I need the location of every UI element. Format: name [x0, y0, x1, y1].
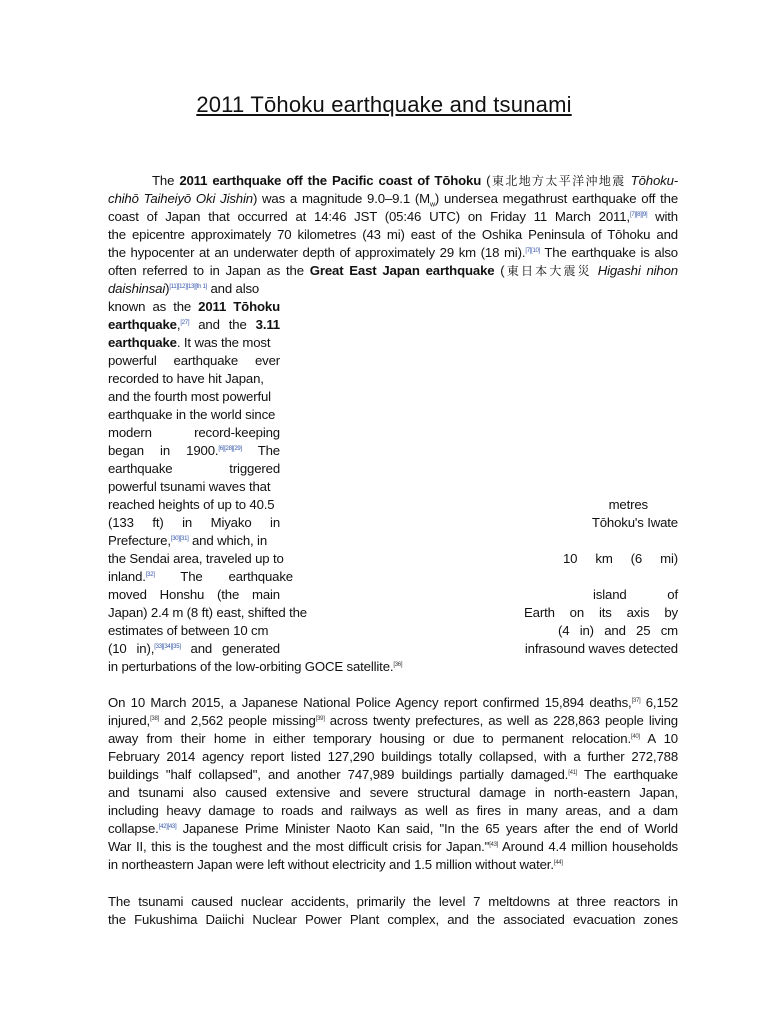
p1-line-17: earthquake triggered: [108, 461, 280, 476]
p2-line-8: collapse.[42][43] Japanese Prime Minister Naoto Kan said, "In the 65 years after the end of World: [108, 821, 678, 836]
citation-link[interactable]: [39]: [315, 716, 325, 722]
p1-line-10: earthquake. It was the most: [108, 335, 271, 350]
p2-line-9: War II, this is the toughest and the most difficult crisis for Japan."[43] Around 4.4 million households: [108, 839, 678, 854]
p1-line-2: chihō Taiheiyō Oki Jishin) was a magnitude 9.0–9.1 $(M_w)$ undersea megathrust earthquake off the: [108, 191, 679, 209]
citation-link[interactable]: [41]: [568, 770, 578, 776]
citation-link[interactable]: [36]: [393, 662, 403, 668]
p1-line-13: and the fourth most powerful: [108, 389, 271, 404]
p1-line-28: in perturbations of the low-orbiting GOCE satellite.[36]: [108, 659, 403, 674]
p1-line-7: daishinsai)[11][12][13][fn 1] and also: [108, 281, 260, 296]
p3-line-1: The tsunami caused nuclear accidents, primarily the level 7 meltdowns at three reactors in: [108, 894, 678, 909]
citation-link[interactable]: [33][34][35]: [154, 644, 181, 650]
citation-link[interactable]: [43]: [489, 842, 498, 848]
p1-line-18: powerful tsunami waves that: [108, 479, 271, 494]
citation-link[interactable]: [32]: [145, 572, 155, 578]
p1-line-14: earthquake in the world since: [108, 407, 276, 422]
p1-line-26: estimates of between 10 cm (4 in) and 25 cm: [108, 623, 678, 638]
p1-line-4: the epicentre approximately 70 kilometres (43 mi) east of the Oshika Peninsula of Tōhoku and: [108, 227, 678, 242]
citation-link[interactable]: [38]: [150, 716, 159, 722]
citation-link[interactable]: [42][43]: [158, 824, 177, 830]
citation-link[interactable]: [40]: [630, 734, 640, 740]
p2-line-6: and tsunami also caused extensive and severe structural damage in north-eastern Japan,: [108, 785, 678, 800]
p1-line-22: the Sendai area, traveled up to 10 km (6 mi): [108, 551, 678, 566]
citation-link[interactable]: [30][31]: [170, 536, 189, 542]
citation-link[interactable]: [44]: [553, 860, 563, 866]
japanese-name-1: 東北地方太平洋沖地震: [490, 174, 626, 188]
citation-link[interactable]: [7][8][9]: [629, 212, 648, 218]
p1-line-20: (133 ft) in Miyako in Tōhoku's Iwate: [108, 515, 678, 530]
p1-line-5: the hypocenter at an underwater depth of approximately 29 km (18 mi).[7][10] The earthquake is also: [108, 245, 678, 260]
p2-line-1: On 10 March 2015, a Japanese National Police Agency report confirmed 15,894 deaths,[37] 6,152: [108, 695, 678, 710]
p2-line-5: buildings "half collapsed", and another 747,989 buildings partially damaged.[41] The earthquake: [108, 767, 678, 782]
citation-link[interactable]: [11][12][13][fn 1]: [169, 284, 207, 290]
p1-line-3: coast of Japan that occurred at 14:46 JST (05:46 UTC) on Friday 11 March 2011,[7][8][9] with: [108, 209, 678, 224]
p2-line-7: including heavy damage to roads and railways as well as fires in many areas, and a dam: [108, 803, 678, 818]
p1-line-21: Prefecture,[30][31] and which, in: [108, 533, 268, 548]
p1-line-25: Japan) 2.4 m (8 ft) east, shifted the Earth on its axis by: [108, 605, 678, 620]
document-title: 2011 Tōhoku earthquake and tsunami: [196, 92, 572, 117]
p1-line-27: (10 in),[33][34][35] and generated infrasound waves detected: [108, 641, 678, 656]
citation-link[interactable]: [7][10]: [525, 248, 540, 254]
p2-line-10: in northeastern Japan were left without electricity and 1.5 million without water.[44]: [108, 857, 563, 872]
p1-line-15: modern record-keeping: [108, 425, 280, 440]
p1-line-16: began in 1900.[6][28][29] The: [108, 443, 280, 458]
p2-line-3: away from their home in either temporary housing or due to permanent relocation.[40] A 10: [108, 731, 678, 746]
japanese-name-2: 東日本大震災: [504, 264, 592, 278]
p1-line-24: moved Honshu (the main island of: [108, 587, 678, 602]
p1-line-12: recorded to have hit Japan,: [108, 371, 264, 386]
p1-line-1: The 2011 earthquake off the Pacific coast of Tōhoku (東北地方太平洋沖地震 Tōhoku-: [152, 173, 678, 188]
p1-line-11: powerful earthquake ever: [108, 353, 280, 368]
citation-link[interactable]: [6][28][29]: [218, 446, 242, 452]
p2-line-4: February 2014 agency report listed 127,290 buildings totally collapsed, with a further 272,788: [108, 749, 678, 764]
p1-line-23: inland.[32] The earthquake: [108, 569, 293, 584]
p1-line-9: earthquake,[27] and the 3.11: [108, 317, 280, 332]
citation-link[interactable]: [27]: [180, 320, 190, 326]
p1-line-8: known as the 2011 Tōhoku: [108, 299, 280, 314]
p1-line-6: often referred to in Japan as the Great East Japan earthquake (東日本大震災 Higashi nihon: [108, 263, 678, 278]
p1-line-19: reached heights of up to 40.5 metres: [108, 497, 648, 512]
p2-line-2: injured,[38] and 2,562 people missing[39] across twenty prefectures, as well as 228,863 people living: [108, 713, 678, 728]
citation-link[interactable]: [37]: [631, 698, 641, 704]
p3-line-2: the Fukushima Daiichi Nuclear Power Plant complex, and the associated evacuation zones: [108, 912, 678, 927]
